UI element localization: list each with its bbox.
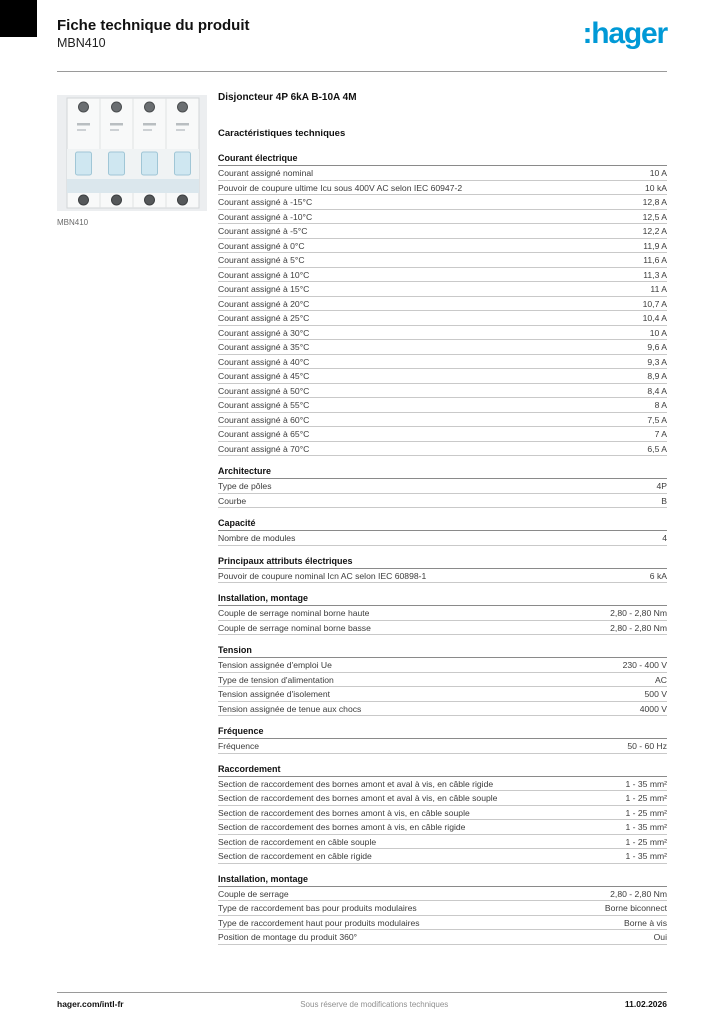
section-rows <box>218 531 667 546</box>
spec-label: Courant assigné à 45°C <box>218 371 310 381</box>
table-row <box>218 791 667 806</box>
spec-label: Courant assigné à 50°C <box>218 385 310 396</box>
spec-label: Courbe <box>218 495 247 506</box>
spec-value: 1 - 25 mm² <box>625 836 667 847</box>
section-rows <box>218 479 667 508</box>
spec-value: 1 - 25 mm² <box>625 807 667 818</box>
spec-value: 10,4 A <box>642 313 667 323</box>
spec-label: Courant assigné à 10°C <box>218 269 310 280</box>
section-title: Courant électrique <box>218 151 667 166</box>
section-rows <box>218 887 667 945</box>
table-row <box>218 569 667 584</box>
table-row <box>218 413 667 428</box>
table-row <box>218 531 667 546</box>
spec-label: Tension assignée d'emploi Ue <box>218 660 332 670</box>
table-row <box>218 369 667 384</box>
spec-label: Section de raccordement en câble rigide <box>218 851 372 861</box>
page-header <box>57 17 667 69</box>
footer-date: 11.02.2026 <box>624 999 667 1009</box>
spec-section <box>218 724 667 754</box>
spec-value: 10 A <box>649 327 667 338</box>
product-photo-caption: MBN410 <box>57 218 89 227</box>
spec-label: Courant assigné à 20°C <box>218 298 310 309</box>
spec-label: Position de montage du produit 360° <box>218 932 358 942</box>
spec-label: Courant assigné à -15°C <box>218 197 313 207</box>
spec-value: Borne à vis <box>624 917 667 928</box>
spec-label: Section de raccordement des bornes amont et aval à vis, en câble rigide <box>218 778 494 789</box>
section-rows <box>218 777 667 864</box>
spec-value: 1 - 35 mm² <box>625 778 667 789</box>
table-row <box>218 355 667 370</box>
table-row <box>218 427 667 442</box>
table-row <box>218 658 667 673</box>
spec-value: 1 - 25 mm² <box>625 793 667 803</box>
product-photo <box>57 95 207 227</box>
spec-value: 1 - 35 mm² <box>625 822 667 832</box>
section-title: Tension <box>218 643 667 658</box>
section-rows <box>218 606 667 635</box>
spec-value: 8 A <box>654 400 667 410</box>
section-rows <box>218 569 667 584</box>
table-row <box>218 210 667 225</box>
section-title: Installation, montage <box>218 591 667 606</box>
section-rows <box>218 166 667 456</box>
table-row <box>218 621 667 636</box>
table-row <box>218 494 667 509</box>
spec-value: 1 - 35 mm² <box>625 851 667 861</box>
spec-label: Courant assigné à 65°C <box>218 429 310 439</box>
spec-value: B <box>661 495 667 506</box>
spec-value: 50 - 60 Hz <box>627 741 667 751</box>
table-row <box>218 384 667 399</box>
spec-value: 10,7 A <box>642 298 667 309</box>
table-row <box>218 739 667 754</box>
table-row <box>218 398 667 413</box>
spec-value: 11,6 A <box>643 255 667 265</box>
spec-label: Fréquence <box>218 741 260 751</box>
table-row <box>218 326 667 341</box>
spec-section <box>218 516 667 546</box>
table-row <box>218 687 667 702</box>
spec-value: 7,5 A <box>647 414 667 425</box>
table-row <box>218 340 667 355</box>
section-title: Principaux attributs électriques <box>218 554 667 569</box>
section-title: Installation, montage <box>218 872 667 887</box>
corner-registration-mark <box>0 0 37 37</box>
spec-label: Nombre de modules <box>218 533 296 543</box>
table-row <box>218 297 667 312</box>
table-row <box>218 777 667 792</box>
table-row <box>218 916 667 931</box>
table-row <box>218 442 667 457</box>
spec-section <box>218 554 667 584</box>
table-row <box>218 195 667 210</box>
table-row <box>218 606 667 621</box>
spec-section <box>218 591 667 635</box>
spec-value: 4P <box>656 481 667 491</box>
page-title: Fiche technique du produit <box>57 17 250 34</box>
section-rows <box>218 739 667 754</box>
spec-label: Courant assigné à 70°C <box>218 443 310 454</box>
spec-label: Courant assigné à 25°C <box>218 313 310 323</box>
spec-section <box>218 872 667 945</box>
spec-value: 8,9 A <box>647 371 667 381</box>
spec-label: Type de raccordement haut pour produits modulaires <box>218 917 420 928</box>
spec-value: AC <box>655 674 667 685</box>
spec-label: Section de raccordement des bornes amont à vis, en câble rigide <box>218 822 466 832</box>
spec-label: Courant assigné à 0°C <box>218 240 305 251</box>
spec-label: Tension assignée d'isolement <box>218 689 330 699</box>
spec-value: 11 A <box>650 284 667 294</box>
spec-value: Borne biconnect <box>604 903 667 913</box>
spec-label: Courant assigné à 55°C <box>218 400 310 410</box>
spec-label: Type de raccordement bas pour produits modulaires <box>218 903 417 913</box>
spec-value: Oui <box>653 932 667 942</box>
spec-value: 2,80 - 2,80 Nm <box>610 608 667 618</box>
spec-label: Pouvoir de coupure ultime Icu sous 400V AC selon IEC 60947-2 <box>218 182 463 193</box>
spec-value: 4 <box>662 533 667 543</box>
spec-value: 7 A <box>654 429 667 439</box>
spec-value: 500 V <box>644 689 667 699</box>
spec-label: Courant assigné à 30°C <box>218 327 310 338</box>
footer-link[interactable]: hager.com/intl-fr <box>57 999 124 1009</box>
spec-section <box>218 151 667 456</box>
spec-value: 8,4 A <box>647 385 667 396</box>
table-row <box>218 166 667 181</box>
table-row <box>218 835 667 850</box>
spec-label: Tension assignée de tenue aux chocs <box>218 703 362 714</box>
table-row <box>218 224 667 239</box>
table-row <box>218 849 667 864</box>
table-row <box>218 479 667 494</box>
spec-label: Courant assigné à -5°C <box>218 226 308 236</box>
product-name: Disjoncteur 4P 6kA B-10A 4M <box>218 92 357 103</box>
spec-value: 9,3 A <box>647 356 667 367</box>
spec-value: 4000 V <box>639 703 667 714</box>
spec-label: Pouvoir de coupure nominal Icn AC selon IEC 60898-1 <box>218 570 427 581</box>
page-subtitle: MBN410 <box>57 36 106 50</box>
page-footer <box>57 999 667 1009</box>
spec-value: 6 kA <box>649 570 667 581</box>
spec-sections <box>218 151 667 945</box>
spec-value: 10 kA <box>645 182 667 193</box>
spec-label: Section de raccordement des bornes amont et aval à vis, en câble souple <box>218 793 498 803</box>
section-rows <box>218 658 667 716</box>
circuit-breaker-image <box>57 95 207 211</box>
spec-value: 11,3 A <box>643 269 667 280</box>
spec-section <box>218 762 667 864</box>
spec-label: Couple de serrage nominal borne haute <box>218 608 370 618</box>
spec-value: 12,2 A <box>642 226 667 236</box>
spec-value: 11,9 A <box>643 240 667 251</box>
spec-value: 12,8 A <box>642 197 667 207</box>
table-row <box>218 702 667 717</box>
table-row <box>218 282 667 297</box>
spec-value: 9,6 A <box>647 342 667 352</box>
spec-label: Courant assigné à 15°C <box>218 284 310 294</box>
spec-value: 2,80 - 2,80 Nm <box>610 622 667 633</box>
spec-value: 10 A <box>649 168 667 178</box>
spec-label: Courant assigné nominal <box>218 168 314 178</box>
spec-value: 2,80 - 2,80 Nm <box>610 888 667 899</box>
section-title: Capacité <box>218 516 667 531</box>
spec-label: Couple de serrage <box>218 888 289 899</box>
table-row <box>218 311 667 326</box>
spec-label: Type de tension d'alimentation <box>218 674 334 685</box>
table-row <box>218 887 667 902</box>
spec-label: Courant assigné à 40°C <box>218 356 310 367</box>
footer-divider <box>57 992 667 993</box>
header-divider <box>57 71 667 72</box>
spec-label: Couple de serrage nominal borne basse <box>218 622 371 633</box>
spec-value: 230 - 400 V <box>622 660 667 670</box>
tech-characteristics-title: Caractéristiques techniques <box>218 128 346 139</box>
spec-section <box>218 643 667 716</box>
spec-label: Type de pôles <box>218 481 272 491</box>
table-row <box>218 253 667 268</box>
spec-label: Courant assigné à 5°C <box>218 255 305 265</box>
table-row <box>218 901 667 916</box>
spec-value: 12,5 A <box>642 211 667 222</box>
section-title: Fréquence <box>218 724 667 739</box>
section-title: Raccordement <box>218 762 667 777</box>
footer-disclaimer: Sous réserve de modifications techniques <box>300 1000 449 1009</box>
spec-label: Courant assigné à -10°C <box>218 211 313 222</box>
hager-logo: :hager <box>582 17 667 50</box>
spec-content <box>218 92 667 945</box>
spec-label: Courant assigné à 35°C <box>218 342 310 352</box>
table-row <box>218 239 667 254</box>
spec-label: Section de raccordement en câble souple <box>218 836 377 847</box>
spec-section <box>218 464 667 508</box>
spec-label: Section de raccordement des bornes amont à vis, en câble souple <box>218 807 470 818</box>
table-row <box>218 820 667 835</box>
spec-value: 6,5 A <box>647 443 667 454</box>
table-row <box>218 673 667 688</box>
table-row <box>218 806 667 821</box>
table-row <box>218 268 667 283</box>
section-title: Architecture <box>218 464 667 479</box>
table-row <box>218 930 667 945</box>
spec-label: Courant assigné à 60°C <box>218 414 310 425</box>
table-row <box>218 181 667 196</box>
